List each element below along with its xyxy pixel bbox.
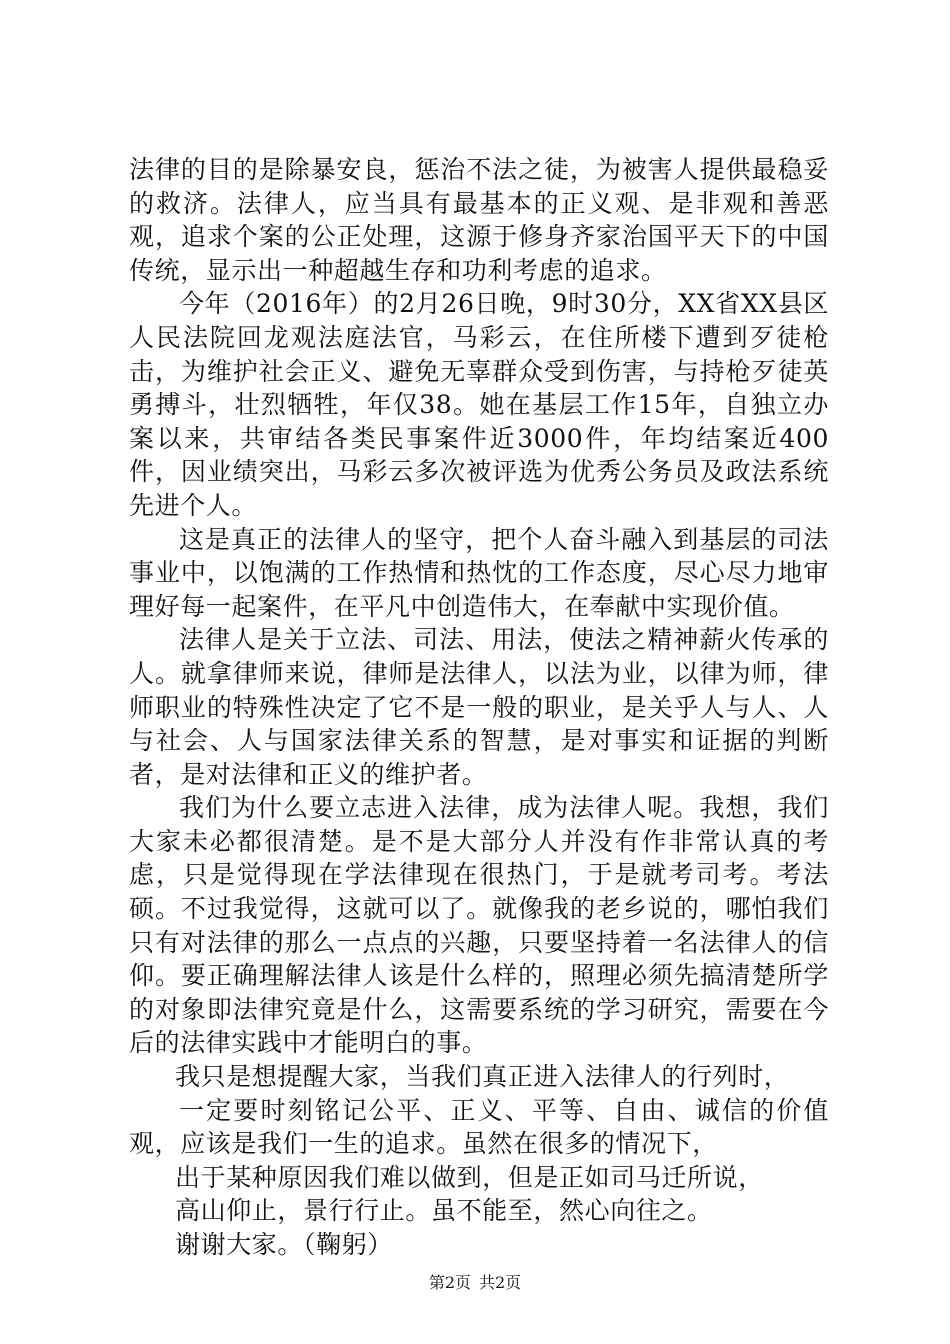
paragraph-why-law: 我们为什么要立志进入法律，成为法律人呢。我想，我们大家未必都很清楚。是不是大部分人并没有作非常认真的考虑，只是觉得现在学法律现在很热门，于是就考司考。考法硕。不过我觉得，这就可以了。就像我的老乡说的，哪怕我们只有对法律的那么一点点的兴趣，只要坚持着一名法律人的信仰。要正确理解法律人该是什么样的，照理必须先搞清楚所学的对象即法律究竟是什么，这需要系统的学习研究，需要在今后的法律实践中才能明白的事。 (129, 793, 829, 1058)
paragraph-law-purpose: 法律的目的是除暴安良，惩治不法之徒，为被害人提供最稳妥的救济。法律人，应当具有最基本的正义观、是非观和善恶观，追求个案的公正处理，这源于修身齐家治国平天下的中国传统，显示出一种超越生存和功利考虑的追求。 (129, 155, 829, 285)
document-body (129, 153, 829, 1262)
paragraph-true-lawyer: 这是真正的法律人的坚守，把个人奋斗融入到基层的司法事业中，以饱满的工作热情和热忱的工作态度，尽心尽力地审理好每一起案件，在平凡中创造伟大，在奉献中实现价值。 (129, 524, 829, 621)
paragraph-ma-caiyun-story: 今年（2016年）的2月26日晚，9时30分，XX省XX县区人民法院回龙观法庭法官，马彩云，在住所楼下遭到歹徒枪击，为维护社会正义、避免无辜群众受到伤害，与持枪歹徒英勇搏斗，壮烈牺牲，年仅38。她在基层工作15年，自独立办案以来，共审结各类民事案件近3000件，年均结案近400件，因业绩突出，马彩云多次被评选为优秀公务员及政法系统先进个人。 (129, 289, 829, 520)
paragraph-lawyer-definition: 法律人是关于立法、司法、用法，使法之精神薪火传承的人。就拿律师来说，律师是法律人，以法为业，以律为师，律师职业的特殊性决定了它不是一般的职业，是关乎人与人、人与社会、人与国家法律关系的智慧，是对事实和证据的判断者，是对法律和正义的维护者。 (129, 625, 829, 789)
paragraph-quote: 高山仰止，景行行止。虽不能至，然心向往之。 (175, 1196, 713, 1226)
paragraph-reminder: 我只是想提醒大家，当我们真正进入法律人的行列时， (175, 1062, 790, 1092)
page-footer (0, 1273, 950, 1293)
page-number: 第2页 (428, 1273, 471, 1292)
page-total: 共2页 (479, 1273, 522, 1292)
paragraph-sima-qian: 出于某种原因我们难以做到，但是正如司马迁所说， (175, 1162, 764, 1192)
paragraph-thanks: 谢谢大家。（鞠躬） (175, 1230, 393, 1259)
paragraph-values: 一定要时刻铭记公平、正义、平等、自由、诚信的价值观，应该是我们一生的追求。虽然在很多的情况下， (129, 1095, 829, 1159)
